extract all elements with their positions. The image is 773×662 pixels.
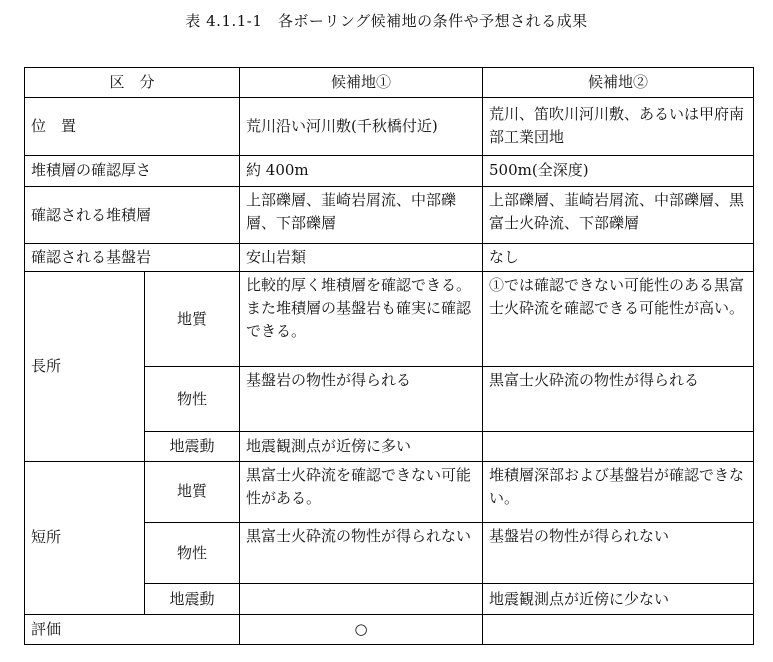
- cell-position-site2: 荒川、笛吹川河川敷、あるいは甲府南部工業団地: [483, 97, 754, 155]
- row-label-position: 位 置: [25, 97, 240, 155]
- cell-sediment-site1: 上部礫層、韮崎岩屑流、中部礫層、下部礫層: [240, 186, 483, 243]
- header-site1: 候補地①: [240, 68, 483, 98]
- cell-merits-properties-site2: 黒富士火砕流の物性が得られる: [483, 367, 754, 432]
- cell-bedrock-site1: 安山岩類: [240, 244, 483, 272]
- comparison-table: [24, 67, 754, 645]
- table-row: [25, 271, 754, 366]
- row-label-evaluation: 評価: [25, 615, 240, 645]
- cell-position-site1: 荒川沿い河川敷(千秋橋付近): [240, 97, 483, 155]
- cell-demerits-ground-motion-site1: [240, 584, 483, 615]
- cell-sediment-site2: 上部礫層、韮崎岩屑流、中部礫層、黒富士火砕流、下部礫層: [483, 186, 754, 243]
- cell-merits-geology-site2: ①では確認できない可能性のある黒富士火砕流を確認できる可能性が高い。: [483, 271, 754, 366]
- sub-label-demerits-geology: 地質: [145, 461, 240, 522]
- table-row: [25, 244, 754, 272]
- table-row: [25, 156, 754, 187]
- cell-thickness-site1: 約 400m: [240, 156, 483, 187]
- cell-demerits-properties-site2: 基盤岩の物性が得られない: [483, 522, 754, 583]
- cell-demerits-geology-site1: 黒富士火砕流を確認できない可能性がある。: [240, 461, 483, 522]
- sub-label-merits-ground-motion: 地震動: [145, 431, 240, 461]
- cell-merits-ground-motion-site1: 地震観測点が近傍に多い: [240, 431, 483, 461]
- table-row: [25, 186, 754, 243]
- cell-demerits-geology-site2: 堆積層深部および基盤岩が確認できない。: [483, 461, 754, 522]
- sub-label-demerits-properties: 物性: [145, 522, 240, 583]
- row-label-bedrock: 確認される基盤岩: [25, 244, 240, 272]
- row-label-merits: 長所: [25, 271, 145, 461]
- cell-demerits-properties-site1: 黒富士火砕流の物性が得られない: [240, 522, 483, 583]
- sub-label-merits-properties: 物性: [145, 367, 240, 432]
- row-label-demerits: 短所: [25, 461, 145, 615]
- cell-evaluation-site2: [483, 615, 754, 645]
- header-site2: 候補地②: [483, 68, 754, 98]
- cell-merits-ground-motion-site2: [483, 431, 754, 461]
- header-row: [25, 68, 754, 98]
- sub-label-merits-geology: 地質: [145, 271, 240, 366]
- cell-bedrock-site2: なし: [483, 244, 754, 272]
- row-label-sediment: 確認される堆積層: [25, 186, 240, 243]
- header-category: 区 分: [25, 68, 240, 98]
- cell-merits-properties-site1: 基盤岩の物性が得られる: [240, 367, 483, 432]
- cell-evaluation-site1: ○: [240, 615, 483, 645]
- cell-merits-geology-site1: 比較的厚く堆積層を確認できる。また堆積層の基盤岩も確実に確認できる。: [240, 271, 483, 366]
- cell-demerits-ground-motion-site2: 地震観測点が近傍に少ない: [483, 584, 754, 615]
- table-row: [25, 615, 754, 645]
- sub-label-demerits-ground-motion: 地震動: [145, 584, 240, 615]
- cell-thickness-site2: 500m(全深度): [483, 156, 754, 187]
- row-label-thickness: 堆積層の確認厚さ: [25, 156, 240, 187]
- table-row: [25, 97, 754, 155]
- table-row: [25, 461, 754, 522]
- table-caption: 表 4.1.1-1 各ボーリング候補地の条件や予想される成果: [185, 12, 588, 30]
